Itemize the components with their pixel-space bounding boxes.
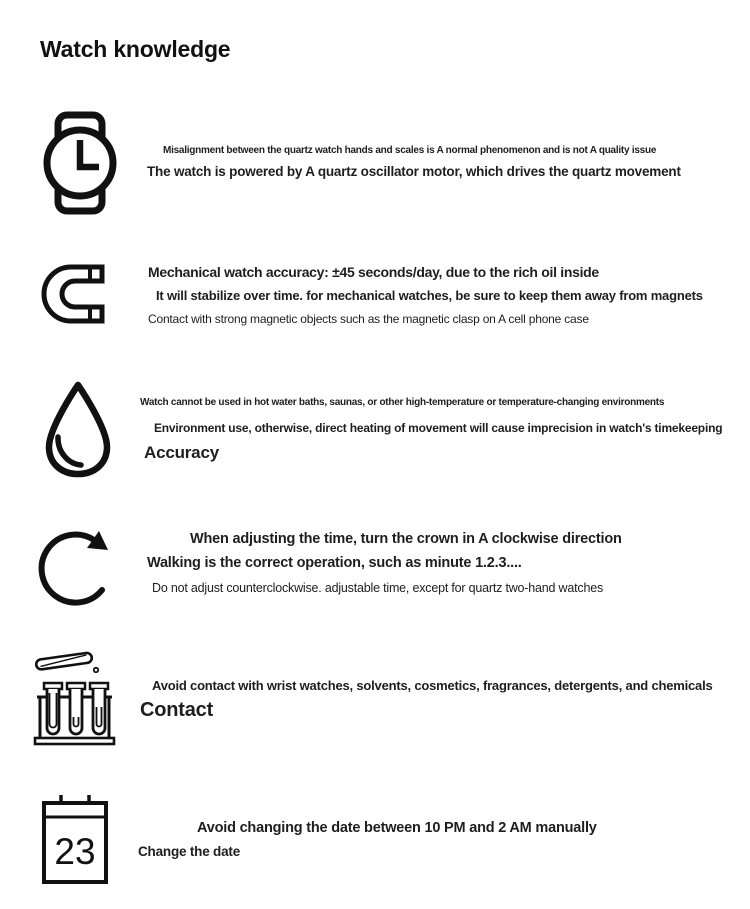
magnetic-objects-note: Contact with strong magnetic objects such as the magnetic clasp on A cell phone case [148, 312, 589, 326]
page-title: Watch knowledge [40, 36, 231, 62]
accuracy-heading: Accuracy [144, 443, 219, 462]
magnet-warning-text: It will stabilize over time. for mechanical watches, be sure to keep them away from magnets [156, 288, 703, 303]
counterclockwise-note: Do not adjust counterclockwise. adjustable time, except for quartz two-hand watches [152, 581, 604, 595]
mechanical-accuracy-heading: Mechanical watch accuracy: ±45 seconds/day, due to the rich oil inside [148, 264, 599, 280]
date-change-warning-heading: Avoid changing the date between 10 PM and 2 AM manually [197, 820, 597, 836]
wristwatch-icon [38, 111, 122, 215]
high-temperature-note: Watch cannot be used in hot water baths, saunas, or other high-temperature or temperature-changing environments [140, 397, 665, 408]
water-drop-icon [39, 379, 117, 479]
clockwise-arrow-icon [36, 522, 120, 610]
chemical-contact-text: Avoid contact with wrist watches, solvents, cosmetics, fragrances, detergents, and chemicals [152, 678, 713, 693]
test-tubes-icon [33, 645, 116, 747]
calendar-day-number: 23 [54, 831, 96, 872]
contact-heading: Contact [140, 699, 214, 721]
correct-operation-text: Walking is the correct operation, such as minute 1.2.3.... [147, 555, 522, 571]
magnet-icon [40, 263, 106, 325]
change-date-heading: Change the date [138, 844, 241, 859]
quartz-movement-text: The watch is powered by A quartz oscillator motor, which drives the quartz movement [147, 164, 681, 179]
quartz-misalignment-note: Misalignment between the quartz watch hands and scales is A normal phenomenon and is not A quality issue [163, 145, 657, 156]
heat-imprecision-text: Environment use, otherwise, direct heating of movement will cause imprecision in watch's timekeeping [154, 421, 723, 435]
calendar-icon [41, 793, 109, 885]
clockwise-adjustment-heading: When adjusting the time, turn the crown in A clockwise direction [190, 531, 622, 547]
